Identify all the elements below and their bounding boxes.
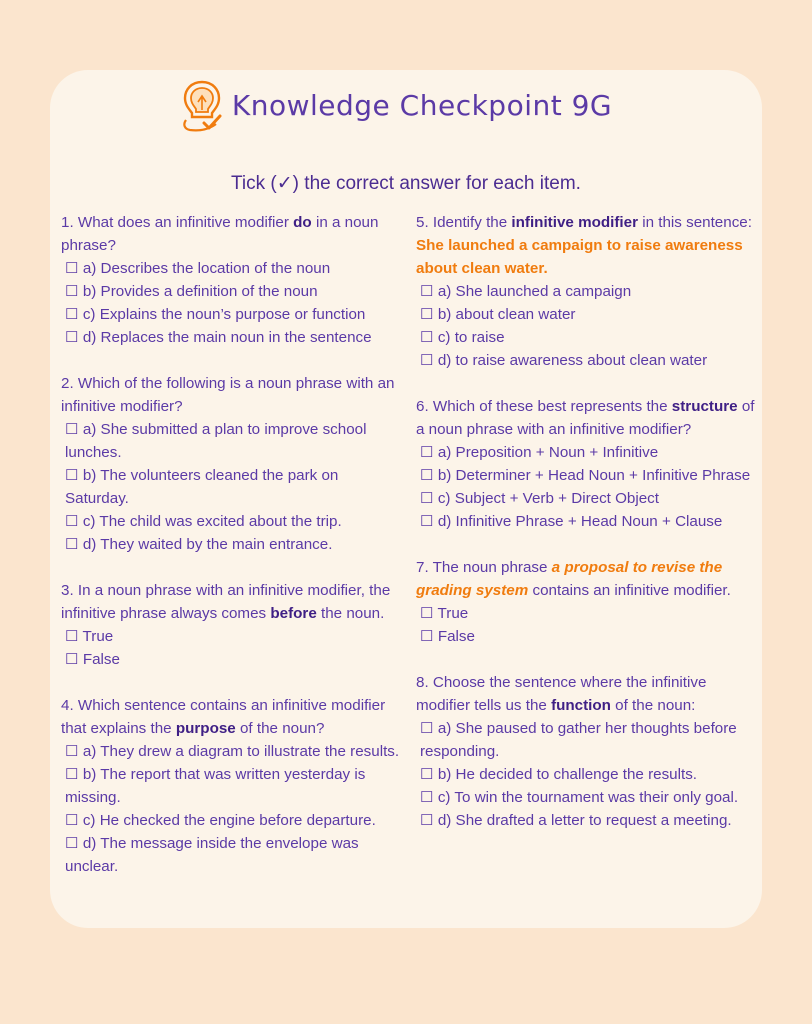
question-8	[416, 671, 756, 832]
header	[0, 75, 812, 135]
answer-option[interactable]: ☐ False	[65, 651, 120, 668]
answer-option[interactable]: ☐ d) She drafted a letter to request a meeting.	[420, 812, 732, 829]
answer-option[interactable]: ☐ d) Infinitive Phrase + Head Noun + Clause	[420, 513, 723, 530]
question-6	[416, 395, 756, 533]
question-text: 8. Choose the sentence where the infinitive modifier tells us the function of the noun:	[416, 674, 707, 714]
question-7	[416, 556, 756, 648]
answer-option[interactable]: ☐ b) Provides a definition of the noun	[65, 283, 318, 300]
left-column	[61, 211, 401, 901]
answer-option[interactable]: ☐ d) They waited by the main entrance.	[65, 536, 333, 553]
question-text: 2. Which of the following is a noun phrase with an infinitive modifier?	[61, 375, 395, 415]
answer-option[interactable]: ☐ c) He checked the engine before departure.	[65, 812, 376, 829]
question-text: 6. Which of these best represents the structure of a noun phrase with an infinitive modifier?	[416, 398, 755, 438]
page-title: Knowledge Checkpoint 9G	[231, 88, 613, 122]
answer-option[interactable]: ☐ d) Replaces the main noun in the sentence	[65, 329, 372, 346]
question-5	[416, 211, 756, 372]
answer-option[interactable]: ☐ d) The message inside the envelope was unclear.	[65, 835, 359, 875]
question-1	[61, 211, 401, 349]
answer-option[interactable]: ☐ a) She paused to gather her thoughts before responding.	[420, 720, 737, 760]
answer-option[interactable]: ☐ a) They drew a diagram to illustrate the results.	[65, 743, 400, 760]
answer-option[interactable]: ☐ d) to raise awareness about clean water	[420, 352, 708, 369]
answer-option[interactable]: ☐ b) He decided to challenge the results.	[420, 766, 698, 783]
answer-option[interactable]: ☐ True	[65, 628, 114, 645]
question-text: 1. What does an infinitive modifier do in a noun phrase?	[61, 214, 379, 254]
answer-option[interactable]: ☐ a) She launched a campaign	[420, 283, 632, 300]
answer-option[interactable]: ☐ a) She submitted a plan to improve school lunches.	[65, 421, 367, 461]
question-text: 5. Identify the infinitive modifier in this sentence:	[416, 214, 752, 231]
question-text: 4. Which sentence contains an infinitive modifier that explains the purpose of the noun?	[61, 697, 386, 737]
answer-option[interactable]: ☐ c) To win the tournament was their only goal.	[420, 789, 739, 806]
question-2	[61, 372, 401, 556]
answer-option[interactable]: ☐ b) about clean water	[420, 306, 576, 323]
answer-option[interactable]: ☐ b) The report that was written yesterday is missing.	[65, 766, 366, 806]
example-sentence: She launched a campaign to raise awareness about clean water.	[416, 237, 743, 277]
answer-option[interactable]: ☐ c) The child was excited about the trip.	[65, 513, 342, 530]
answer-option[interactable]: ☐ c) Explains the noun’s purpose or function	[65, 306, 366, 323]
answer-option[interactable]: ☐ True	[420, 605, 469, 622]
right-column	[416, 211, 756, 855]
question-text: 7. The noun phrase a proposal to revise the grading system contains an infinitive modifier.	[416, 559, 731, 599]
question-4	[61, 694, 401, 878]
answer-option[interactable]: ☐ a) Describes the location of the noun	[65, 260, 331, 277]
answer-option[interactable]: ☐ b) The volunteers cleaned the park on Saturday.	[65, 467, 339, 507]
instruction: Tick (✓) the correct answer for each item.	[231, 173, 581, 194]
answer-option[interactable]: ☐ c) Subject + Verb + Direct Object	[420, 490, 659, 507]
answer-option[interactable]: ☐ False	[420, 628, 475, 645]
lightbulb-checkmark-icon	[180, 76, 224, 134]
answer-option[interactable]: ☐ a) Preposition + Noun + Infinitive	[420, 444, 659, 461]
question-3	[61, 579, 401, 671]
question-text: 3. In a noun phrase with an infinitive modifier, the infinitive phrase always comes before the noun.	[61, 582, 391, 622]
answer-option[interactable]: ☐ b) Determiner + Head Noun + Infinitive Phrase	[420, 467, 751, 484]
answer-option[interactable]: ☐ c) to raise	[420, 329, 505, 346]
